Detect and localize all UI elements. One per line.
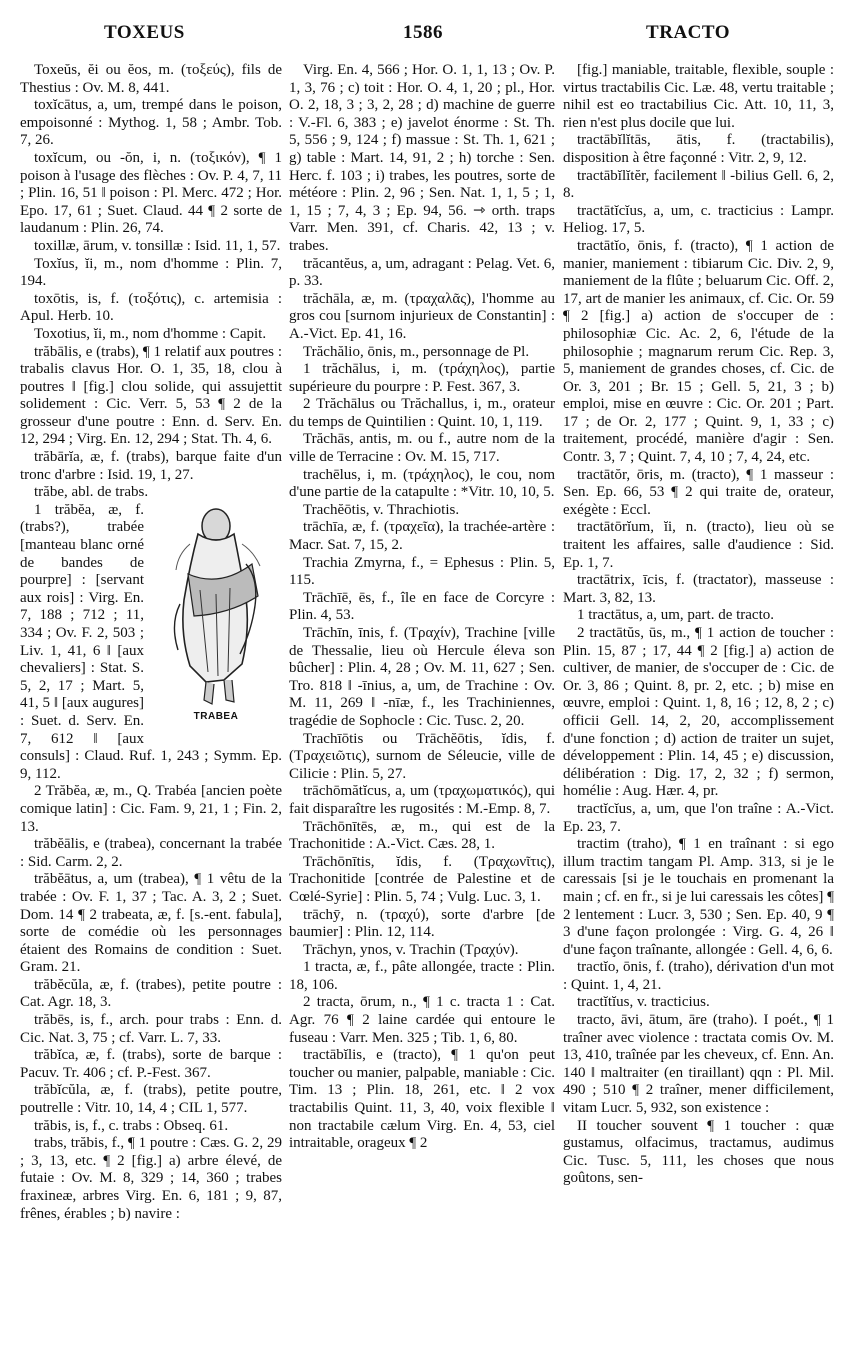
dictionary-entry: tractim (traho), ¶ 1 en traînant : si ego illum tractim tangam Pl. Amp. 313, si je le caressais [si je le touchais en promenant la main ; cf. en fr., si je lui caressais les côtes] ¶ 2 lentement : Lucr. 3, 530 ; Sen. Ep. 40, 9 ¶ 3 d'une façon prolongée : Virg. G. 4, 26 ‖ d'une façon traînante, allongée : Gell. 4, 6, 6. xyxy=(563,836,834,958)
dictionary-entry: 1 tractātus, a, um, part. de tracto. xyxy=(577,607,775,624)
dictionary-entry: trachēlus, i, m. (τράχηλος), le cou, nom d'une partie de la catapulte : *Vitr. 10, 10, 5. xyxy=(289,466,555,501)
dictionary-entry: trăchāla, æ, m. (τραχαλᾶς), l'homme au gros cou [surnom injurieux de Constantin] : A.-Vict. Ep. 41, 16. xyxy=(289,290,555,342)
page-header xyxy=(0,22,846,56)
dictionary-entry: 1 tracta, æ, f., pâte allongée, tracte : Plin. 18, 106. xyxy=(289,959,555,993)
dictionary-entry: toxillæ, ārum, v. tonsillæ : Isid. 11, 1, 57. xyxy=(34,237,281,254)
dictionary-entry: toxōtis, is, f. (τοξότις), c. artemisia : Apul. Herb. 10. xyxy=(20,290,282,325)
dictionary-entry: tractābĭlĭtās, ātis, f. (tractabilis), disposition à être façonné : Vitr. 2, 9, 12. xyxy=(563,132,834,166)
dictionary-entry: Trāchōnītis, ĭdis, f. (Τραχωνῖτις), Trachonitide [contrée de Palestine et de Cœlé-Syrie] : Plin. 5, 74 ; Vulg. Luc. 3, 1. xyxy=(289,853,555,905)
dictionary-entry: trăbĭcŭla, æ, f. (trabs), petite poutre, poutrelle : Vitr. 10, 14, 4 ; CIL 1, 577. xyxy=(20,1082,282,1117)
dictionary-entry: Toxotius, ĭi, m., nom d'homme : Capit. xyxy=(34,325,267,342)
page-number: 1586 xyxy=(403,22,443,43)
header-left-guideword: TOXEUS xyxy=(104,22,185,43)
column-middle xyxy=(289,62,555,1362)
dictionary-entry: trăbārĭa, æ, f. (trabs), barque faite d'un tronc d'arbre : Isid. 19, 1, 27. xyxy=(20,449,282,483)
dictionary-entry: II toucher souvent ¶ 1 toucher : quæ gustamus, olfacimus, tractamus, audimus Cic. Tusc. 5, 111, les choses que nous goûtons, sen- xyxy=(563,1117,834,1187)
column-left xyxy=(20,62,282,1362)
dictionary-entry: Trāchīn, īnis, f. (Τραχίν), Trachine [ville de Thessalie, lieu où Hercule éleva son bûcher] : Plin. 4, 28 ; Ov. M. 11, 627 ; Sen. Tro. 818 ‖ -īnius, a, um, de Trachine : Ov. M. 11, 269 ‖ -nīæ, f., les Trachiniennes, tragédie de Sophocle : Cic. Tusc. 2, 20. xyxy=(289,625,555,729)
dictionary-entry: Toxeŭs, ĕi ou ĕos, m. (τοξεύς), fils de Thestius : Ov. M. 8, 441. xyxy=(20,62,282,96)
trabea-illustration-icon xyxy=(150,504,282,714)
dictionary-entry: Trāchōnītēs, æ, m., qui est de la Trachonitide : A.-Vict. Cæs. 28, 1. xyxy=(289,818,555,853)
dictionary-entry: trăbālis, e (trabs), ¶ 1 relatif aux poutres : trabalis clavus Hor. O. 1, 35, 18, clou à poutres ‖ [fig.] clou solide, qui assujettit solidement : Cic. Verr. 5, 53 ¶ 2 de la grosseur d'une poutre : Enn. d. Serv. En. 12, 294 ; Virg. En. 12, 294 ; Stat. Th. 4, 6. xyxy=(20,343,282,448)
dictionary-entry: 2 Trăchālus ou Trăchallus, i, m., orateur du temps de Quintilien : Quint. 10, 1, 119. xyxy=(289,396,555,430)
dictionary-entry: trăbĕālis, e (trabea), concernant la trabée : Sid. Carm. 2, 2. xyxy=(20,836,282,870)
dictionary-entry: Trachia Zmyrna, f., = Ephesus : Plin. 5, 115. xyxy=(289,554,555,589)
dictionary-entry: Trachĕōtis, v. Thrachiotis. xyxy=(303,501,460,518)
dictionary-entry: trăbis, is, f., c. trabs : Obseq. 61. xyxy=(34,1117,229,1134)
dictionary-entry: trāchȳ, n. (τραχύ), sorte d'arbre [de baumier] : Plin. 12, 114. xyxy=(289,906,555,941)
dictionary-entry: trabs, trăbis, f., ¶ 1 poutre : Cæs. G. 2, 29 ; 3, 13, etc. ¶ 2 [fig.] a) arbre élevé, de futaie : Ov. M. 8, 329 ; 14, 360 ; trabes fraxineæ, arbres Virg. En. 6, 181 ; 9, 87, frênes, érables ; b) navire : xyxy=(20,1135,282,1222)
dictionary-entry: tractātĭcĭus, a, um, c. tracticius : Lampr. Heliog. 17, 5. xyxy=(563,202,834,237)
dictionary-entry: tractĭcĭus, a, um, que l'on traîne : A.-Vict. Ep. 23, 7. xyxy=(563,800,834,835)
dictionary-entry: Trăchās, antis, m. ou f., autre nom de la ville de Terracine : Ov. M. 15, 717. xyxy=(289,431,555,466)
dictionary-entry: tractātĭo, ōnis, f. (tracto), ¶ 1 action de manier, maniement : tibiarum Cic. Div. 2, 9, maniement de la flûte ; beluarum Cic. Off. 2, 17, art de manier les animaux, cf. Cic. Or. 59 ¶ 2 [fig.] a) action de s'occuper de : philosophiæ Cic. Ac. 2, 6, l'étude de la philosophie ; magnarum rerum Cic. Rep. 3, 5, maniement de grandes choses, cf. Cic. de Or. 3, 201 ; Br. 15 ; Gell. 5, 21, 3 ; b) emploi, mise en œuvre : Cic. Or. 201 ; Part. 17 ; de Or. 2, 177 ; Quint. 9, 1, 33 ; c) traitement, procédé, manière d'agir : Sen. Contr. 3, 7 ; Quint. 7, 4, 10 ; 7, 4, 24, etc. xyxy=(563,237,834,466)
dictionary-entry: trāchōmătĭcus, a, um (τραχωματικός), qui fait disparaître les rugosités : M.-Emp. 8, 7. xyxy=(289,783,555,817)
dictionary-entry: tractātōrĭum, ĭi, n. (tracto), lieu où se traitent les affaires, salle d'audience : Sid. Ep. 1, 7. xyxy=(563,519,834,571)
dictionary-entry: Virg. En. 4, 566 ; Hor. O. 1, 1, 13 ; Ov. P. 1, 3, 76 ; c) toit : Hor. O. 4, 1, 20 ; pl., Hor. O. 2, 18, 3 ; 3, 2, 28 ; d) machine de guerre : V.-Fl. 6, 383 ; e) javelot énorme : St. Th. 5, 556 ; 9, 124 ; f) massue : St. Th. 1, 621 ; g) table : Mart. 14, 91, 2 ; h) torche : Sen. Herc. f. 103 ; i) trabes, les poutres, sorte de météore : Plin. 2, 96 ; Sen. Nat. 1, 1, 5 ; 1, 1, 15 ; 7, 4, 3 ; Ep. 94, 56. ⇾ orth. traps Varr. Men. 391, cf. Charis. 42, 13 ; v. trabes. xyxy=(289,62,555,254)
dictionary-entry: [fig.] maniable, traitable, flexible, souple : virtus tractabilis Cic. Læ. 48, vertu traitable ; nihil est eo tractabilius Cic. Att. 10, 11, 3, rien n'est plus docile que lui. xyxy=(563,62,834,131)
dictionary-entry: tractābĭlis, e (tracto), ¶ 1 qu'on peut toucher ou manier, palpable, maniable : Cic. Tim. 13 ; Plin. 18, 261, etc. ‖ 2 vox tractabilis Quint. 11, 3, 40, voix flexible ‖ non tractabile cælum Virg. En. 4, 53, ciel intraitable, orageux ¶ 2 xyxy=(289,1047,555,1152)
dictionary-entry: Trāchīē, ēs, f., île en face de Corcyre : Plin. 4, 53. xyxy=(289,589,555,624)
dictionary-entry: tractātŏr, ōris, m. (tracto), ¶ 1 masseur : Sen. Ep. 66, 53 ¶ 2 qui traite de, orateur, exégète : Eccl. xyxy=(563,466,834,518)
dictionary-entry: 2 Trăbĕa, æ, m., Q. Trabéa [ancien poète comique latin] : Cic. Fam. 9, 21, 1 ; Fin. 2, 13. xyxy=(20,783,282,835)
dictionary-entry: trăbĕātus, a, um (trabea), ¶ 1 vêtu de la trabée : Ov. F. 1, 37 ; Tac. A. 3, 2 ; Suet. Dom. 14 ¶ 2 trabeata, æ, f. [s.-ent. fabula], sorte de comédie où les personnages étaient des Romains de condition : Suet. Gram. 21. xyxy=(20,871,282,976)
dictionary-entry: 1 trăchālus, i, m. (τράχηλος), partie supérieure du pourpre : P. Fest. 367, 3. xyxy=(289,361,555,395)
dictionary-entry: tracto, āvi, ātum, āre (traho). I poét., ¶ 1 traîner avec violence : tractata comis Ov. M. 13, 410, traînée par les cheveux, cf. Enn. An. 140 ‖ maltraiter (en tiraillant) qqn : Pl. Mil. 490 ; 510 ¶ 2 traîner, mener difficilement, vitam Lucr. 5, 932, son existence : xyxy=(563,1012,834,1117)
dictionary-entry: trăbe, abl. de trabs. xyxy=(34,484,149,501)
column-right xyxy=(563,62,834,1362)
dictionary-entry: Trachīōtis ou Trāchĕōtis, ĭdis, f. (Τραχειῶτις), surnom de Séleucie, ville de Cilicie : Plin. 5, 27. xyxy=(289,730,555,782)
figure-caption: TRABEA xyxy=(193,711,239,723)
dictionary-entry: 2 tractātŭs, ūs, m., ¶ 1 action de toucher : Plin. 15, 87 ; 17, 44 ¶ 2 [fig.] a) action de cultiver, de manier, de s'occuper de : Cic. de Or. 3, 86 ; Quint. 8, pr. 2, etc. ; b) mise en œuvre, emploi : Quint. 1, 8, 16 ; 12, 8, 2 ; c) officii Gell. 14, 2, 20, accomplissement d'une fonction ; d) action de traiter un sujet, développement : Plin. 14, 45 ; e) discussion, délibération : Dig. 17, 2, 32 ; f) sermon, homélie : Aug. Hær. 4, pr. xyxy=(563,625,834,800)
dictionary-entry: 1 trăbĕa, æ, f. (trabs?), trabée [manteau blanc orné de bandes de pourpre] : [servant aux rois] : Virg. En. 7, 188 ; 712 ; 11, 334 ; Ov. F. 2, 503 ; Liv. 1, 41, 6 ‖ [aux chevaliers] : Stat. S. 5, 2, 17 ; Mart. 5, 41, 5 ‖ [aux augures] : Suet. d. Serv. En. 7, 612 ‖ [aux consuls] : Claud. Ruf. 1, 243 ; Symm. Ep. 9, 112. xyxy=(20,501,282,782)
dictionary-entry: trăbĭca, æ, f. (trabs), sorte de barque : Pacuv. Tr. 406 ; cf. P.-Fest. 367. xyxy=(20,1047,282,1081)
dictionary-entry: tractĭo, ōnis, f. (traho), dérivation d'un mot : Quint. 1, 4, 21. xyxy=(563,959,834,993)
dictionary-entry: toxĭcātus, a, um, trempé dans le poison, empoisonné : Mythog. 1, 58 ; Ambr. Tob. 7, 26. xyxy=(20,97,282,149)
dictionary-entry: tractĭtĭus, v. tracticius. xyxy=(577,994,710,1011)
dictionary-entry: trăcantĕus, a, um, adragant : Pelag. Vet. 6, p. 33. xyxy=(289,255,555,290)
dictionary-entry: Trăchălio, ōnis, m., personnage de Pl. xyxy=(303,343,530,360)
dictionary-entry: Trāchyn, ynos, v. Trachin (Τραχύν). xyxy=(303,941,519,958)
dictionary-entry: trāchīa, æ, f. (τραχεῖα), la trachée-artère : Macr. Sat. 7, 15, 2. xyxy=(289,519,555,554)
dictionary-entry: 2 tracta, ōrum, n., ¶ 1 c. tracta 1 : Cat. Agr. 76 ¶ 2 laine cardée qui entoure le fuseau : Varr. Men. 325 ; Tib. 1, 6, 80. xyxy=(289,994,555,1046)
dictionary-entry: Toxĭus, ĭi, m., nom d'homme : Plin. 7, 194. xyxy=(20,255,282,290)
dictionary-entry: toxĭcum, ou -ŏn, i, n. (τοξικόν), ¶ 1 poison à l'usage des flèches : Ov. P. 4, 7, 11 ; Plin. 16, 51 ‖ poison : Pl. Merc. 472 ; Hor. Epo. 17, 61 ; Suet. Claud. 44 ¶ 2 sorte de laudanum : Plin. 26, 74. xyxy=(20,149,282,237)
dictionary-entry: tractābĭlĭtĕr, facilement ‖ -bilius Gell. 6, 2, 8. xyxy=(563,167,834,202)
dictionary-entry: trăbēs, is, f., arch. pour trabs : Enn. d. Cic. Nat. 3, 75 ; cf. Varr. L. 7, 33. xyxy=(20,1012,282,1046)
trabea-figure xyxy=(150,504,282,728)
dictionary-entry: trăbĕcŭla, æ, f. (trabes), petite poutre : Cat. Agr. 18, 3. xyxy=(20,976,282,1011)
dictionary-entry: tractātrix, īcis, f. (tractator), masseuse : Mart. 3, 82, 13. xyxy=(563,572,834,606)
header-right-guideword: TRACTO xyxy=(646,22,730,43)
